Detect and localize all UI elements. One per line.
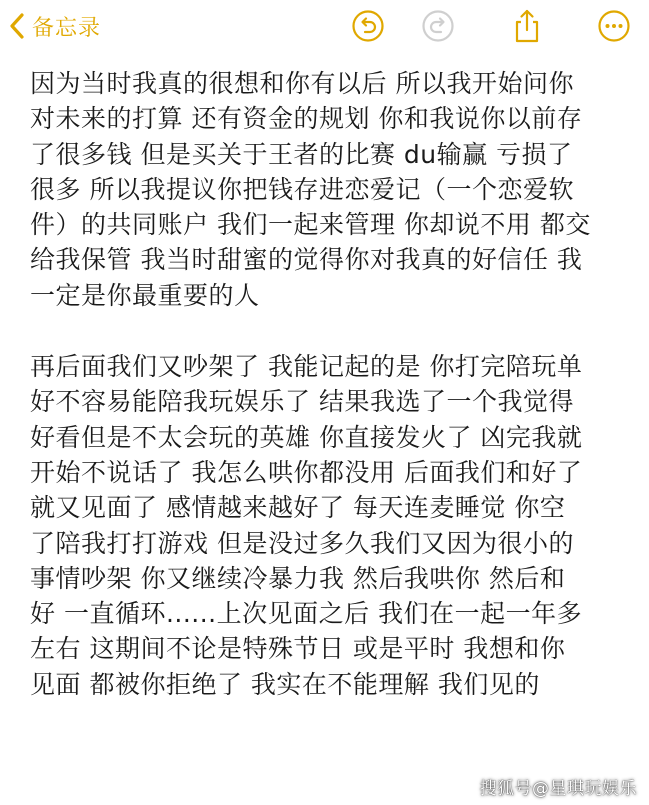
back-button-label: 备忘录	[32, 15, 102, 41]
note-line: 好不容易能陪我玩娱乐了 结果我选了一个我觉得	[30, 387, 574, 417]
watermark: 搜狐号@星琪玩娱乐	[479, 779, 637, 799]
note-paragraph	[30, 66, 630, 313]
more-icon	[597, 9, 631, 43]
note-line: 好 一直循环......上次见面之后 我们在一起一年多	[30, 599, 583, 629]
note-line: 事情吵架 你又继续冷暴力我 然后我哄你 然后和	[30, 563, 566, 593]
share-button[interactable]	[509, 8, 545, 44]
note-line: 见面 都被你拒绝了 我实在不能理解 我们见的	[30, 669, 540, 699]
note-line: 对未来的打算 还有资金的规划 你和我说你以前存	[30, 104, 583, 134]
note-line: 再后面我们又吵架了 我能记起的是 你打完陪玩单	[30, 352, 583, 382]
note-body[interactable]	[30, 66, 630, 702]
note-line: 左右 这期间不论是特殊节日 或是平时 我想和你	[30, 634, 566, 664]
note-line: 很多 所以我提议你把钱存进恋爱记（一个恋爱软	[30, 174, 574, 204]
note-line: 好看但是不太会玩的英雄 你直接发火了 凶完我就	[30, 422, 583, 452]
note-line: 一定是你最重要的人	[30, 280, 260, 310]
chevron-left-icon	[6, 11, 28, 41]
note-line: 给我保管 我当时甜蜜的觉得你对我真的好信任 我	[30, 245, 583, 275]
share-icon	[510, 8, 544, 44]
redo-button[interactable]	[420, 8, 456, 44]
note-line: 件）的共同账户 我们一起来管理 你却说不用 都交	[30, 210, 591, 240]
note-line: 了很多钱 但是买关于王者的比赛 du输赢 亏损了	[30, 139, 573, 169]
note-line: 了陪我打打游戏 但是没过多久我们又因为很小的	[30, 528, 574, 558]
notes-toolbar	[0, 0, 649, 52]
note-line: 就又见面了 感情越来越好了 每天连麦睡觉 你空	[30, 493, 566, 523]
undo-button[interactable]	[350, 8, 386, 44]
more-button[interactable]	[596, 8, 632, 44]
undo-icon	[351, 9, 385, 43]
note-line: 因为当时我真的很想和你有以后 所以我开始问你	[30, 69, 574, 98]
note-paragraph	[30, 349, 630, 702]
back-button[interactable]	[6, 6, 101, 46]
note-line: 开始不说话了 我怎么哄你都没用 后面我们和好了	[30, 457, 583, 487]
redo-icon	[421, 9, 455, 43]
